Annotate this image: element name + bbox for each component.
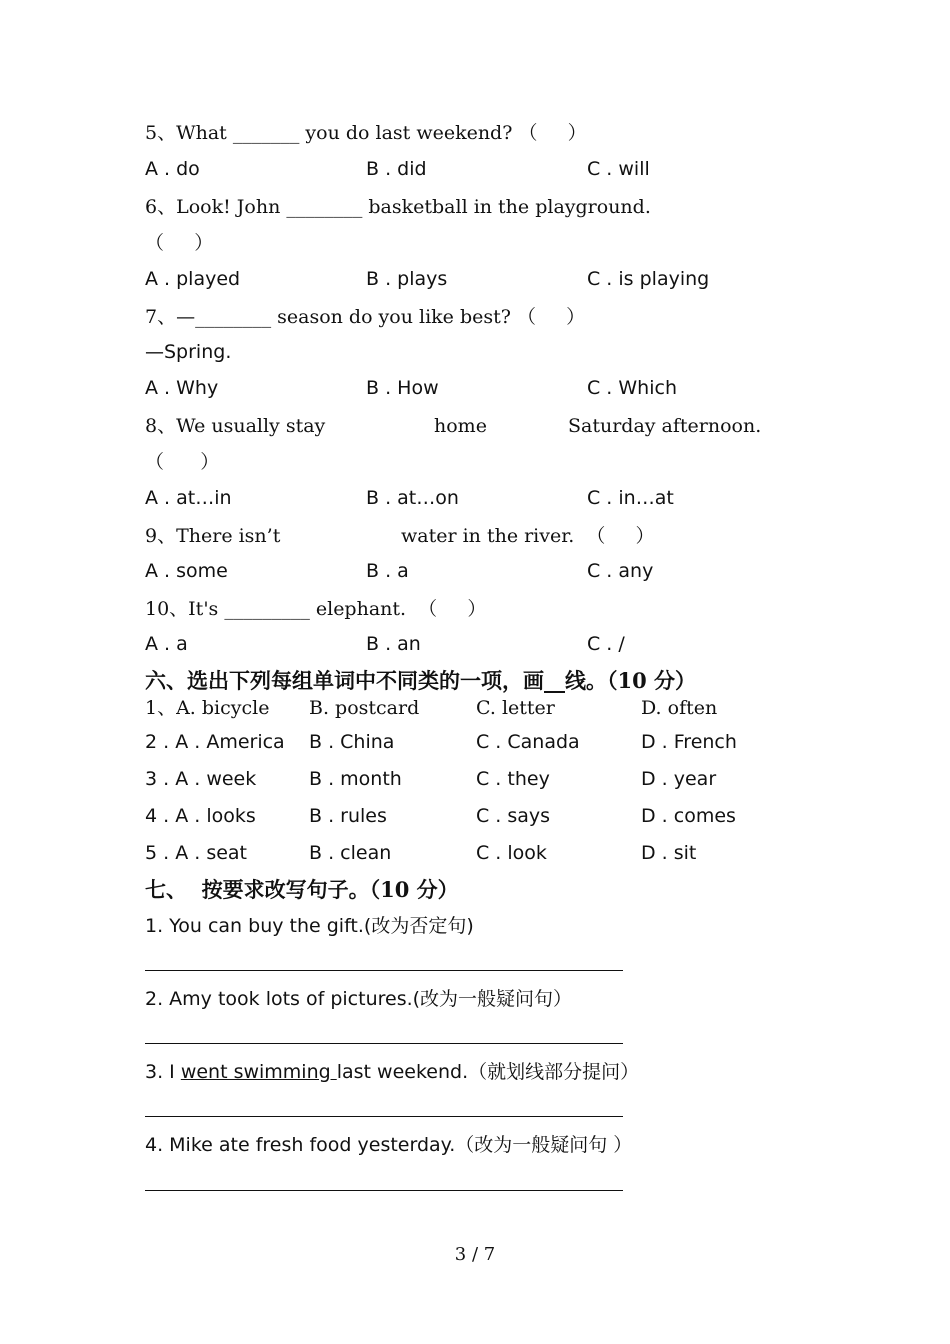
s7-answer-line-3 bbox=[145, 1116, 623, 1117]
s7-answer-line-1 bbox=[145, 970, 623, 971]
q5-option-a: A . do bbox=[145, 158, 200, 180]
q10-option-c: C . / bbox=[587, 633, 625, 655]
q6-option-c: C . is playing bbox=[587, 268, 710, 290]
s7-sentence-2: 2. Amy took lots of pictures.(改为一般疑问句） bbox=[145, 988, 573, 1010]
question-10: 10、It's _________ elephant. （ ） bbox=[145, 598, 487, 620]
q9-option-b: B . a bbox=[366, 560, 409, 582]
q6-option-a: A . played bbox=[145, 268, 241, 290]
question-5: 5、What _______ you do last weekend? （ ） bbox=[145, 122, 587, 144]
s6-row4-c: C . says bbox=[476, 805, 551, 827]
q6-option-b: B . plays bbox=[366, 268, 448, 290]
s6-row3-d: D . year bbox=[641, 768, 717, 790]
s6-row3-c: C . they bbox=[476, 768, 550, 790]
question-9-part1: 9、There isn’t bbox=[145, 525, 281, 547]
s7-sentence-4: 4. Mike ate fresh food yesterday.（改为一般疑问句 ） bbox=[145, 1134, 633, 1156]
s6-row5-b: B . clean bbox=[309, 842, 392, 864]
q8-option-c: C . in…at bbox=[587, 487, 674, 509]
question-6: 6、Look! John ________ basketball in the playground. bbox=[145, 196, 651, 218]
q9-option-a: A . some bbox=[145, 560, 228, 582]
q10-option-b: B . an bbox=[366, 633, 421, 655]
s7-answer-line-4 bbox=[145, 1190, 623, 1191]
s7-sentence-3-end: last weekend.（就划线部分提问） bbox=[336, 1061, 640, 1083]
s6-row2-a: 2 . A . America bbox=[145, 731, 285, 753]
s6-row5-d: D . sit bbox=[641, 842, 697, 864]
s6-row4-b: B . rules bbox=[309, 805, 387, 827]
s6-row2-b: B . China bbox=[309, 731, 395, 753]
s7-sentence-3 bbox=[145, 1060, 639, 1084]
s6-row1-c: C. letter bbox=[476, 697, 555, 719]
s7-sentence-1: 1. You can buy the gift.(改为否定句) bbox=[145, 915, 474, 937]
s6-row1-d: D. often bbox=[641, 697, 718, 719]
s6-row5-c: C . look bbox=[476, 842, 547, 864]
s7-sentence-3-start: 3. I bbox=[145, 1061, 181, 1083]
q10-option-a: A . a bbox=[145, 633, 188, 655]
question-8-part1: 8、We usually stay bbox=[145, 415, 326, 437]
question-9-part2: water in the river. （ ） bbox=[401, 525, 655, 547]
q8-option-b: B . at…on bbox=[366, 487, 459, 509]
s6-row4-d: D . comes bbox=[641, 805, 736, 827]
s7-answer-line-2 bbox=[145, 1043, 623, 1044]
q5-option-c: C . will bbox=[587, 158, 650, 180]
s6-row1-a: 1、A. bicycle bbox=[145, 697, 270, 719]
q9-option-c: C . any bbox=[587, 560, 654, 582]
q7-option-c: C . Which bbox=[587, 377, 677, 399]
q8-answer-paren: （ ） bbox=[145, 451, 220, 473]
s6-row5-a: 5 . A . seat bbox=[145, 842, 248, 864]
section-7-title: 七、 按要求改写句子。（10 分） bbox=[145, 877, 459, 902]
page-number: 3 / 7 bbox=[454, 1244, 496, 1265]
question-7: 7、—________ season do you like best? （ ） bbox=[145, 306, 586, 328]
s6-row2-d: D . French bbox=[641, 731, 737, 753]
s6-row3-b: B . month bbox=[309, 768, 402, 790]
s6-row1-b: B. postcard bbox=[309, 697, 420, 719]
question-8-part2: home bbox=[434, 415, 487, 437]
s6-row2-c: C . Canada bbox=[476, 731, 580, 753]
s6-row3-a: 3 . A . week bbox=[145, 768, 257, 790]
q8-option-a: A . at…in bbox=[145, 487, 232, 509]
q5-option-b: B . did bbox=[366, 158, 427, 180]
q7-option-b: B . How bbox=[366, 377, 439, 399]
q7-option-a: A . Why bbox=[145, 377, 219, 399]
s6-row4-a: 4 . A . looks bbox=[145, 805, 256, 827]
question-8-part3: Saturday afternoon. bbox=[568, 415, 762, 437]
s7-sentence-3-underlined: went swimming bbox=[180, 1061, 337, 1083]
q7-reply: —Spring. bbox=[145, 341, 232, 363]
section-6-title: 六、选出下列每组单词中不同类的一项，画__线。（10 分） bbox=[145, 668, 697, 693]
q6-answer-paren: （ ） bbox=[145, 232, 214, 254]
